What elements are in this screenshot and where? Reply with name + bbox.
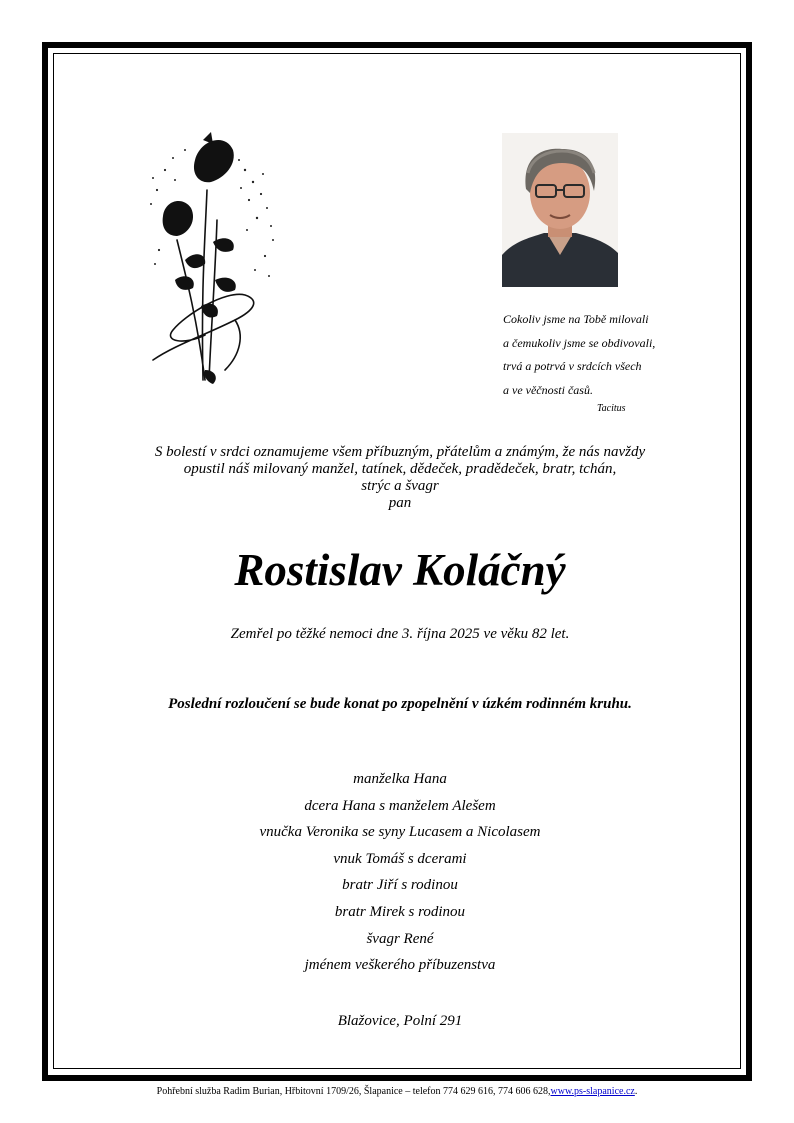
memorial-quote [503, 308, 703, 416]
deceased-name: Rostislav Koláčný [234, 545, 566, 595]
quote-line: a čemukoliv jsme se obdivovali, [503, 335, 656, 350]
intro-line: opustil náš milovaný manžel, tatínek, dědeček, pradědeček, bratr, tchán, [183, 461, 617, 477]
footer-end: . [634, 1086, 638, 1097]
mourner-item: dcera Hana s manželem Alešem [304, 797, 496, 814]
mourner-item: manželka Hana [353, 771, 447, 787]
footer-text: Pohřební služba Radim Burian, Hřbitovní 1709/26, Šlapanice – telefon 774 629 616, 774 606 628, [156, 1086, 551, 1097]
rose-bouquet-icon [145, 130, 285, 385]
announcement-intro [100, 444, 700, 512]
intro-line: S bolestí v srdci oznamujeme všem příbuzným, přátelům a známým, že nás navždy [154, 444, 646, 460]
quote-author: Tacitus [597, 403, 626, 414]
quote-line: Cokoliv jsme na Tobě milovali [503, 312, 649, 326]
website-link[interactable]: www.ps-slapanice.cz [550, 1086, 635, 1097]
mourner-item: vnučka Veronika se syny Lucasem a Nicolasem [259, 824, 541, 841]
family-address: Blažovice, Polní 291 [337, 1013, 463, 1029]
mourner-item: bratr Mirek s rodinou [334, 903, 466, 920]
mourner-item: bratr Jiří s rodinou [342, 877, 458, 894]
mourners-list [100, 766, 700, 979]
mourner-item: vnuk Tomáš s dcerami [333, 850, 467, 867]
intro-line: strýc a švagr [361, 478, 439, 494]
quote-line: a ve věčnosti časů. [503, 382, 593, 397]
funeral-service-footer [0, 1085, 794, 1099]
mourner-item: švagr René [366, 930, 434, 947]
intro-line: pan [388, 495, 412, 511]
quote-line: trvá a potrvá v srdcích všech [503, 359, 642, 373]
death-notice: Zemřel po těžké nemoci dne 3. října 2025 ve věku 82 let. [230, 626, 570, 642]
mourner-item: jménem veškerého příbuzenstva [304, 957, 496, 974]
farewell-notice: Poslední rozloučení se bude konat po zpopelnění v úzkém rodinném kruhu. [168, 696, 632, 712]
portrait-photo [502, 133, 618, 287]
